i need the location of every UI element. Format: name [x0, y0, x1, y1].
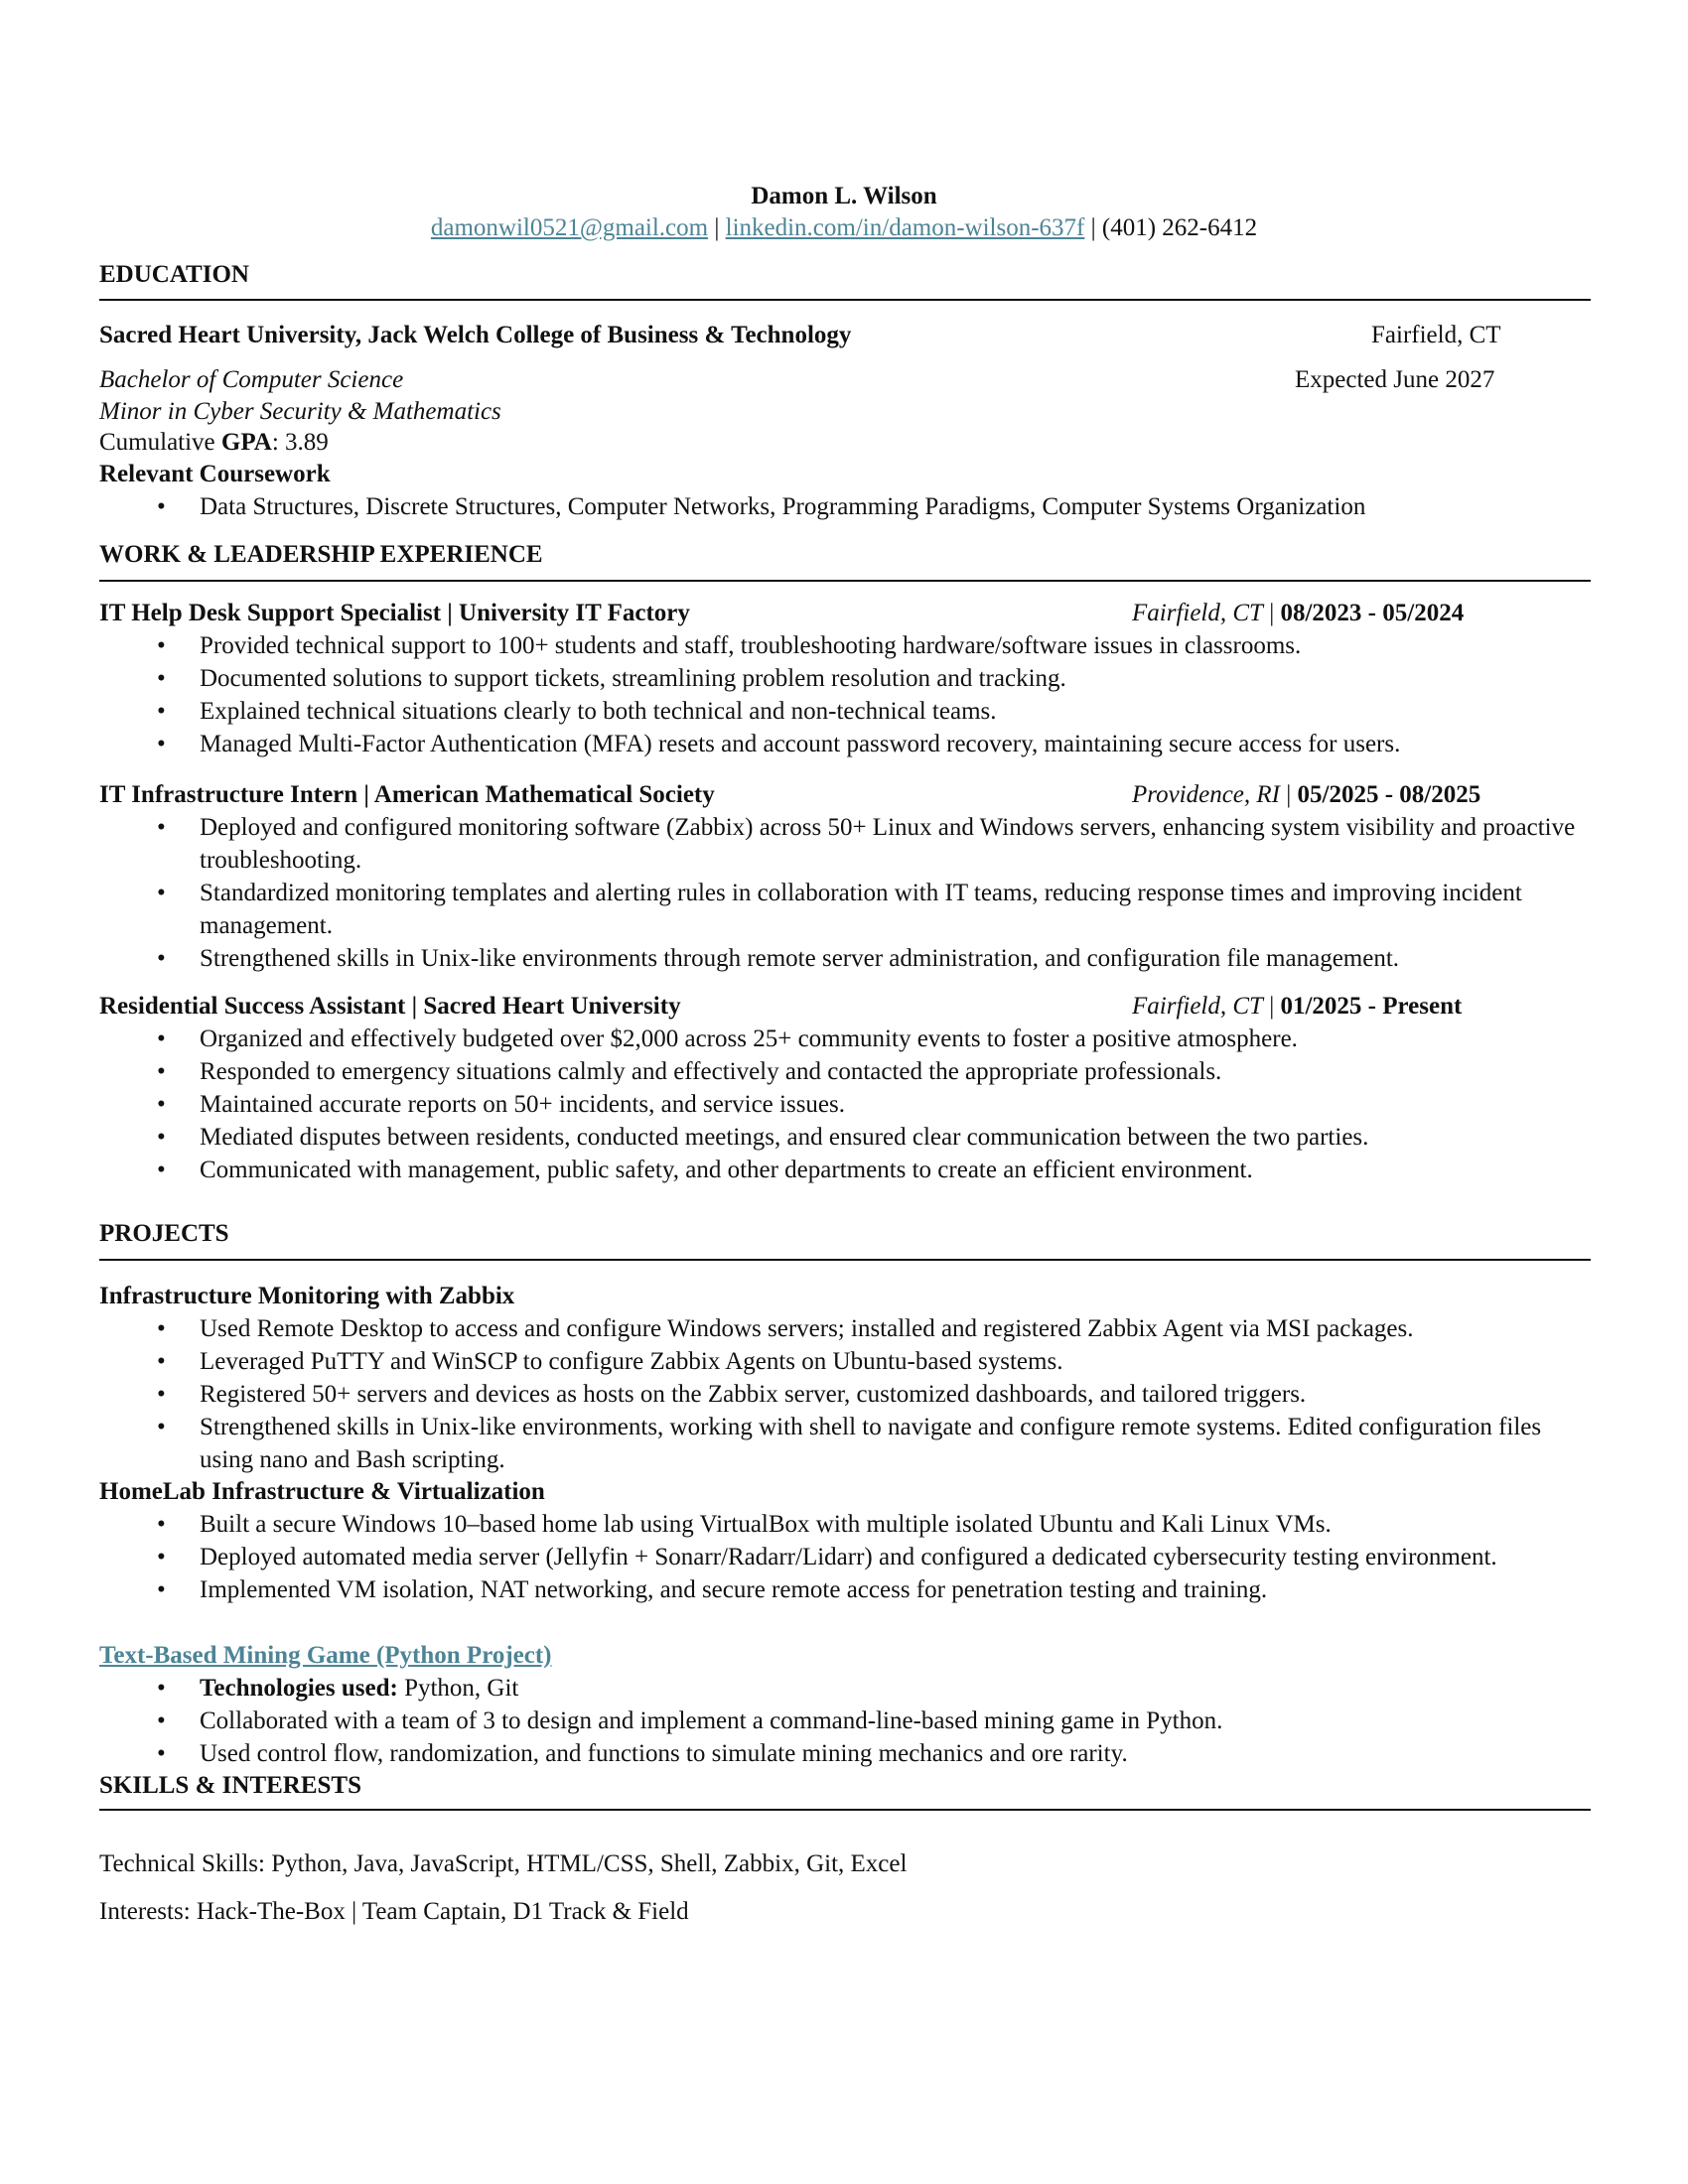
- list-item: • Leveraged PuTTY and WinSCP to configure Zabbix Agents on Ubuntu-based systems.: [99, 1345, 1599, 1378]
- job-location-dates: Providence, RI | 05/2025 - 08/2025: [1132, 781, 1481, 808]
- gpa-label: GPA: [220, 429, 272, 456]
- coursework-list: [99, 490, 1599, 523]
- experience-heading: WORK & LEADERSHIP EXPERIENCE: [99, 541, 543, 568]
- list-item: • Strengthened skills in Unix-like environments through remote server administration, and configuration file management.: [99, 942, 1599, 975]
- project-bullets: [99, 1672, 1599, 1770]
- gpa-value: : 3.89: [271, 429, 329, 456]
- list-item: • Deployed and configured monitoring software (Zabbix) across 50+ Linux and Windows servers, enhancing system visibility and proactive troubleshooting.: [99, 811, 1599, 877]
- job-location: Fairfield, CT: [1132, 993, 1263, 1020]
- project-bullets: [99, 1508, 1599, 1606]
- list-item: • Provided technical support to 100+ students and staff, troubleshooting hardware/software issues in classrooms.: [99, 629, 1599, 662]
- coursework-label: Relevant Coursework: [99, 461, 331, 487]
- education-heading: EDUCATION: [99, 261, 249, 288]
- contact-line: [0, 211, 1688, 244]
- email-link[interactable]: damonwil0521@gmail.com: [430, 214, 709, 241]
- job-bullets: [99, 1023, 1599, 1186]
- gpa-prefix: Cumulative: [99, 429, 221, 456]
- list-item: • Used Remote Desktop to access and configure Windows servers; installed and registered Zabbix Agent via MSI packages.: [99, 1312, 1599, 1345]
- list-item: • Managed Multi-Factor Authentication (MFA) resets and account password recovery, maintaining secure access for users.: [99, 728, 1599, 760]
- job-bullets: [99, 629, 1599, 760]
- job-bullets: [99, 811, 1599, 975]
- job-location-dates: Fairfield, CT | 01/2025 - Present: [1132, 993, 1463, 1020]
- job-title: IT Help Desk Support Specialist | University IT Factory: [99, 600, 690, 626]
- resume-name: Damon L. Wilson: [751, 183, 937, 209]
- job-dates: 01/2025 - Present: [1280, 993, 1463, 1020]
- list-item: • Documented solutions to support tickets, streamlining problem resolution and tracking.: [99, 662, 1599, 695]
- project-link[interactable]: Text-Based Mining Game (Python Project): [99, 1642, 552, 1669]
- section-divider: [99, 299, 1591, 301]
- tech-label: Technologies used:: [200, 1675, 398, 1702]
- list-item: • Implemented VM isolation, NAT networking, and secure remote access for penetration testing and training.: [99, 1573, 1599, 1606]
- list-item: • Used control flow, randomization, and functions to simulate mining mechanics and ore rarity.: [99, 1737, 1599, 1770]
- list-item: • Registered 50+ servers and devices as hosts on the Zabbix server, customized dashboards, and tailored triggers.: [99, 1378, 1599, 1411]
- section-divider: [99, 1809, 1591, 1811]
- expected-graduation: Expected June 2027: [1295, 366, 1495, 393]
- list-item: • Explained technical situations clearly to both technical and non-technical teams.: [99, 695, 1599, 728]
- school-name: Sacred Heart University, Jack Welch College of Business & Technology: [99, 322, 852, 348]
- contact-separator: |: [1090, 214, 1096, 241]
- list-item: • Organized and effectively budgeted over $2,000 across 25+ community events to foster a positive atmosphere.: [99, 1023, 1599, 1055]
- list-item: • Responded to emergency situations calmly and effectively and contacted the appropriate professionals.: [99, 1055, 1599, 1088]
- job-title: Residential Success Assistant | Sacred Heart University: [99, 993, 681, 1020]
- list-item: • Data Structures, Discrete Structures, Computer Networks, Programming Paradigms, Computer Systems Organization: [99, 490, 1599, 523]
- list-item: [99, 1672, 1599, 1705]
- interests: Interests: Hack-The-Box | Team Captain, D1 Track & Field: [99, 1898, 689, 1925]
- job-title: IT Infrastructure Intern | American Mathematical Society: [99, 781, 715, 808]
- list-item: • Communicated with management, public safety, and other departments to create an efficient environment.: [99, 1154, 1599, 1186]
- job-location-dates: Fairfield, CT | 08/2023 - 05/2024: [1132, 600, 1465, 626]
- projects-heading: PROJECTS: [99, 1220, 229, 1247]
- list-item: • Built a secure Windows 10–based home lab using VirtualBox with multiple isolated Ubuntu and Kali Linux VMs.: [99, 1508, 1599, 1541]
- skills-heading: SKILLS & INTERESTS: [99, 1772, 362, 1799]
- degree: Bachelor of Computer Science: [99, 366, 404, 393]
- list-item: • Collaborated with a team of 3 to design and implement a command-line-based mining game in Python.: [99, 1705, 1599, 1737]
- technical-skills: Technical Skills: Python, Java, JavaScript, HTML/CSS, Shell, Zabbix, Git, Excel: [99, 1850, 908, 1877]
- project-bullets: [99, 1312, 1599, 1476]
- project-title: HomeLab Infrastructure & Virtualization: [99, 1478, 545, 1505]
- tech-value: Python, Git: [397, 1675, 519, 1702]
- contact-separator: |: [714, 214, 720, 241]
- project-title: Infrastructure Monitoring with Zabbix: [99, 1283, 515, 1309]
- school-location: Fairfield, CT: [1371, 322, 1501, 348]
- phone-number: (401) 262-6412: [1101, 214, 1258, 241]
- job-dates: 08/2023 - 05/2024: [1280, 600, 1465, 626]
- list-item: • Deployed automated media server (Jellyfin + Sonarr/Radarr/Lidarr) and configured a dedicated cybersecurity testing environment.: [99, 1541, 1599, 1573]
- linkedin-link[interactable]: linkedin.com/in/damon-wilson-637f: [725, 214, 1085, 241]
- job-location: Fairfield, CT: [1132, 600, 1263, 626]
- list-item: • Standardized monitoring templates and alerting rules in collaboration with IT teams, reducing response times and improving incident management.: [99, 877, 1599, 942]
- list-item: • Strengthened skills in Unix-like environments, working with shell to navigate and configure remote systems. Edited configuration files using nano and Bash scripting.: [99, 1411, 1599, 1476]
- list-item: • Mediated disputes between residents, conducted meetings, and ensured clear communication between the two parties.: [99, 1121, 1599, 1154]
- section-divider: [99, 1259, 1591, 1261]
- list-item: • Maintained accurate reports on 50+ incidents, and service issues.: [99, 1088, 1599, 1121]
- minor: Minor in Cyber Security & Mathematics: [99, 398, 501, 425]
- gpa-line: [99, 426, 329, 459]
- job-dates: 05/2025 - 08/2025: [1297, 781, 1481, 808]
- job-location: Providence, RI: [1132, 781, 1280, 808]
- section-divider: [99, 580, 1591, 582]
